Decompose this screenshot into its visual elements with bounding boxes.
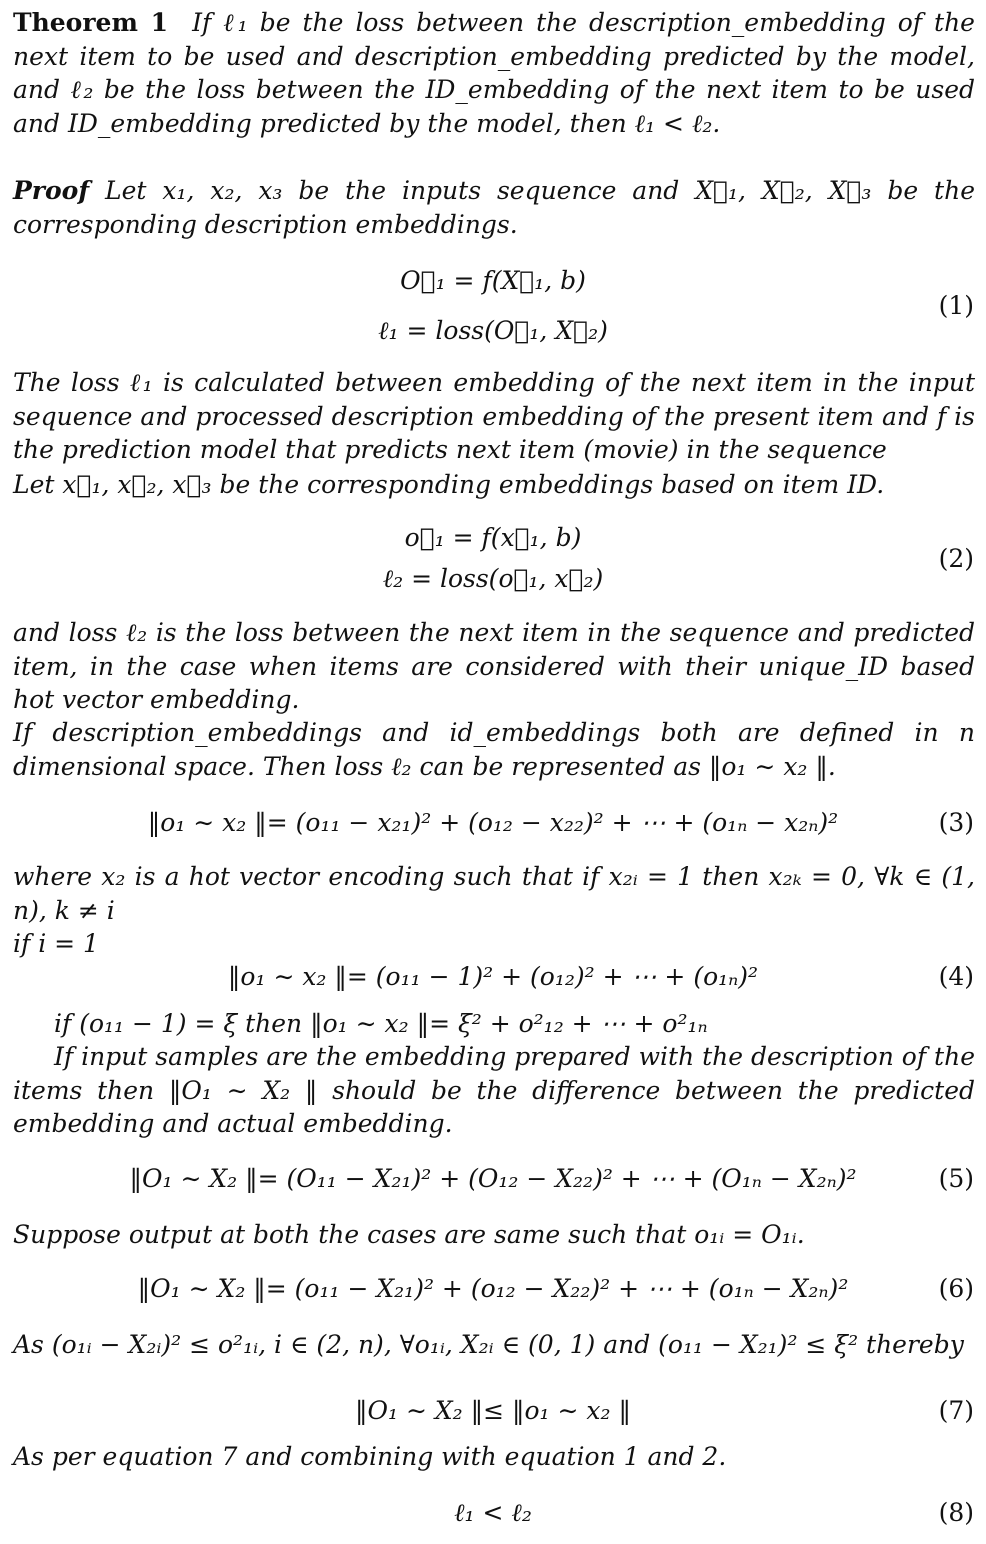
equation-2-number: (2): [938, 544, 974, 573]
inequality-paragraph: As (o₁ᵢ − X₂ᵢ)² ≤ o²₁ᵢ, i ∈ (2, n), ∀o₁ᵢ, X₂ᵢ ∈ (0, 1) and (o₁₁ − X₂₁)² ≤ ξ² thereby: [13, 1330, 964, 1359]
equation-1-number: (1): [938, 291, 974, 320]
loss1-paragraph: The loss ℓ₁ is calculated between embedding of the next item in the input sequence and processed description embedding of the present item and f is the prediction model that predicts next item (movie) in the sequence: [13, 368, 975, 464]
if-i-equals-1: if i = 1: [13, 929, 99, 958]
equation-3-number: (3): [938, 808, 974, 837]
equation-6: ‖O₁ ∼ X₂ ‖= (o₁₁ − X₂₁)² + (o₁₂ − X₂₂)² + ⋯ + (o₁ₙ − X₂ₙ)²: [137, 1274, 849, 1303]
equation-8: ℓ₁ < ℓ₂: [454, 1498, 532, 1527]
equation-7-number: (7): [938, 1396, 974, 1425]
proof-intro-text: Let x₁, x₂, x₃ be the inputs sequence and X⃗₁, X⃗₂, X⃗₃ be the corresponding description embeddings.: [13, 176, 975, 239]
xi-definition-line: if (o₁₁ − 1) = ξ then ‖o₁ ∼ x₂ ‖= ξ² + o²₁₂ + ⋯ + o²₁ₙ: [54, 1009, 708, 1038]
equation-4-number: (4): [938, 962, 974, 991]
equation-1-line-2: ℓ₁ = loss(O⃗₁, X⃗₂): [378, 316, 608, 345]
equation-4: ‖o₁ ∼ x₂ ‖= (o₁₁ − 1)² + (o₁₂)² + ⋯ + (o₁ₙ)²: [227, 962, 759, 991]
theorem-text: If ℓ₁ be the loss between the description_embedding of the next item to be used and description_embedding predicted by the model, and ℓ₂ be the loss between the ID_embedding of the next item to be used and ID_embedding predicted by the model, then ℓ₁ < ℓ₂.: [13, 8, 975, 138]
suppose-paragraph: Suppose output at both the cases are same such that o₁ᵢ = O₁ᵢ.: [13, 1220, 805, 1249]
dimension-paragraph: If description_embeddings and id_embeddings both are defined in n dimensional space. Then loss ℓ₂ can be represented as ‖o₁ ∼ x₂ ‖.: [13, 718, 975, 781]
equation-5: ‖O₁ ∼ X₂ ‖= (O₁₁ − X₂₁)² + (O₁₂ − X₂₂)² + ⋯ + (O₁ₙ − X₂ₙ)²: [129, 1164, 857, 1193]
theorem-paragraph: [13, 6, 975, 140]
input-samples-paragraph: If input samples are the embedding prepared with the description of the items then ‖O₁ ∼ X₂ ‖ should be the difference between the predicted embedding and actual embedding.: [13, 1042, 975, 1138]
equation-7: ‖O₁ ∼ X₂ ‖≤ ‖o₁ ∼ x₂ ‖: [354, 1396, 631, 1425]
equation-2-line-2: ℓ₂ = loss(o⃗₁, x⃗₂): [382, 564, 604, 593]
equation-5-number: (5): [938, 1164, 974, 1193]
loss2-paragraph: and loss ℓ₂ is the loss between the next item in the sequence and predicted item, in the case when items are considered with their unique_ID based hot vector embedding.: [13, 618, 975, 714]
as-per-paragraph: As per equation 7 and combining with equation 1 and 2.: [13, 1442, 727, 1471]
equation-2-line-1: o⃗₁ = f(x⃗₁, b): [404, 523, 582, 552]
hot-vector-paragraph: where x₂ is a hot vector encoding such that if x₂ᵢ = 1 then x₂ₖ = 0, ∀k ∈ (1, n), k ≠ i: [13, 862, 975, 925]
equation-8-number: (8): [938, 1498, 974, 1527]
let-id-paragraph: Let x⃗₁, x⃗₂, x⃗₃ be the corresponding embeddings based on item ID.: [13, 470, 885, 499]
equation-3: ‖o₁ ∼ x₂ ‖= (o₁₁ − x₂₁)² + (o₁₂ − x₂₂)² + ⋯ + (o₁ₙ − x₂ₙ)²: [147, 808, 839, 837]
proof-intro: [13, 174, 975, 241]
proof-label: Proof: [13, 176, 90, 205]
equation-6-number: (6): [938, 1274, 974, 1303]
theorem-label: Theorem 1: [13, 8, 169, 37]
equation-1-line-1: O⃗₁ = f(X⃗₁, b): [400, 266, 586, 295]
